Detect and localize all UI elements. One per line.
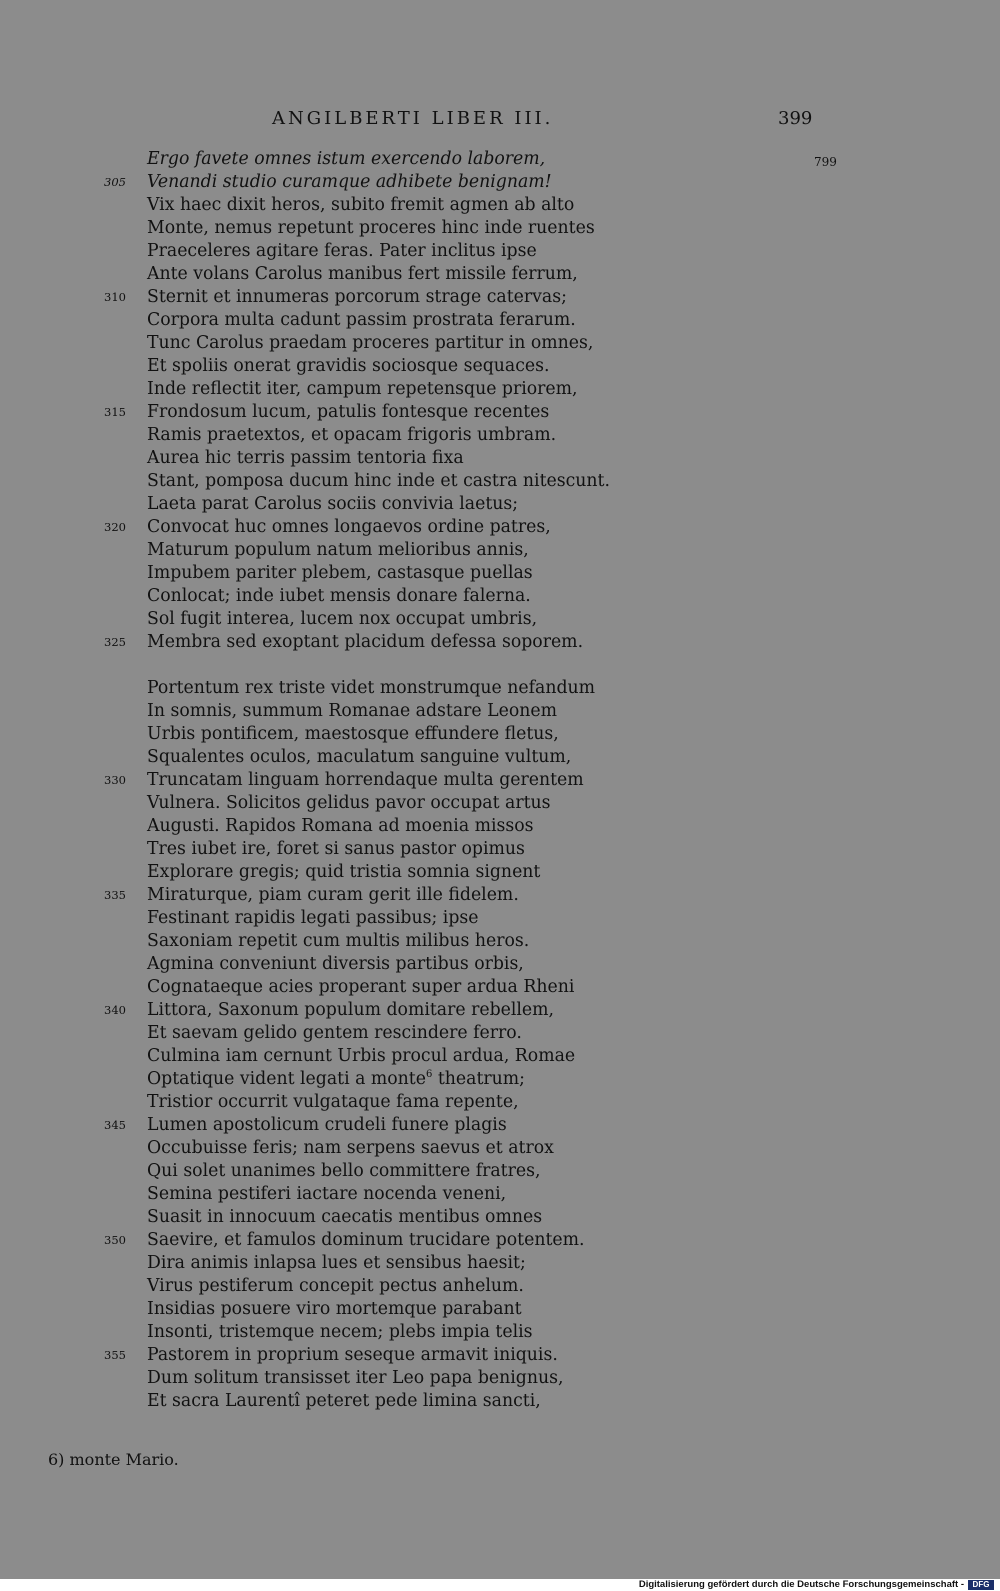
verse-text-main: Pastorem in proprium seseque armavit iniquis. <box>147 1345 558 1365</box>
credit-bar <box>0 1579 1000 1591</box>
verse-text-main: Membra sed exoptant placidum defessa soporem. <box>147 632 584 652</box>
verse-text-main: Sol fugit interea, lucem nox occupat umbris, <box>147 609 538 629</box>
verse-text-main: Explorare gregis; quid tristia somnia signent <box>147 862 541 882</box>
verse-text-after: theatrum; <box>432 1069 526 1089</box>
stanza <box>0 148 1000 654</box>
verse-text <box>147 1298 522 1321</box>
verse-text <box>147 1068 525 1091</box>
verse-text <box>147 447 464 470</box>
verse-text <box>147 332 593 355</box>
verse-line <box>0 447 1000 470</box>
verse-line <box>0 1183 1000 1206</box>
line-number: 345 <box>104 1118 126 1132</box>
verse-line <box>0 1229 1000 1252</box>
verse-text-main: Maturum populum natum melioribus annis, <box>147 540 529 560</box>
margin-year: 799 <box>814 155 837 169</box>
verse-line <box>0 1206 1000 1229</box>
verse-text <box>147 516 551 539</box>
verse-text <box>147 194 574 217</box>
verse-line <box>0 378 1000 401</box>
verse-text <box>147 631 583 654</box>
verse-line <box>0 309 1000 332</box>
verse-text <box>147 769 584 792</box>
verse-line <box>0 194 1000 217</box>
running-title: ANGILBERTI LIBER III. <box>272 108 554 129</box>
verse-text <box>147 1137 554 1160</box>
verse-line <box>0 1344 1000 1367</box>
verse-text-main: Laeta parat Carolus sociis convivia laetus; <box>147 494 519 514</box>
verse-text-main: Agmina conveniunt diversis partibus orbis, <box>147 954 524 974</box>
verse-text <box>147 861 540 884</box>
verse-text <box>147 838 525 861</box>
line-number: 355 <box>104 1348 126 1362</box>
verse-text <box>147 1183 506 1206</box>
verse-text-main: Tunc Carolus praedam proceres partitur in omnes, <box>147 333 594 353</box>
verse-line <box>0 1114 1000 1137</box>
line-number: 305 <box>104 175 126 189</box>
verse-text-main: Convocat huc omnes longaevos ordine patres, <box>147 517 551 537</box>
verse-text <box>147 1367 564 1390</box>
verse-line <box>0 217 1000 240</box>
verse-line <box>0 746 1000 769</box>
verse-text-main: Frondosum lucum, patulis fontesque recentes <box>147 402 550 422</box>
verse-text <box>147 1160 540 1183</box>
verse-text <box>147 424 556 447</box>
verse-text-main: Vix haec dixit heros, subito fremit agmen ab alto <box>147 195 575 215</box>
verse-text-main: Et sacra Laurentî peteret pede limina sancti, <box>147 1391 541 1411</box>
verse-text-main: Venandi studio curamque adhibete benignam! <box>147 172 552 192</box>
verse-text <box>147 1114 507 1137</box>
verse-text <box>147 1344 558 1367</box>
verse-text <box>147 1252 526 1275</box>
verse-text-main: Ramis praetextos, et opacam frigoris umbram. <box>147 425 557 445</box>
verse-line <box>0 240 1000 263</box>
verse-text-main: Corpora multa cadunt passim prostrata ferarum. <box>147 310 576 330</box>
verse-text <box>147 746 571 769</box>
verse-line <box>0 677 1000 700</box>
verse-text <box>147 493 518 516</box>
verse-text-main: Saevire, et famulos dominum trucidare potentem. <box>147 1230 585 1250</box>
verse-text <box>147 171 552 194</box>
verse-text <box>147 723 559 746</box>
verse-text-main: Lumen apostolicum crudeli funere plagis <box>147 1115 507 1135</box>
verse-text-main: Occubuisse feris; nam serpens saevus et atrox <box>147 1138 554 1158</box>
verse-line <box>0 585 1000 608</box>
verse-text-main: Virus pestiferum concepit pectus anhelum. <box>147 1276 524 1296</box>
verse-line <box>0 1045 1000 1068</box>
verse-line <box>0 562 1000 585</box>
verse-text <box>147 677 595 700</box>
verse-text-main: Insidias posuere viro mortemque parabant <box>147 1299 522 1319</box>
verse-text-main: Augusti. Rapidos Romana ad moenia missos <box>147 816 534 836</box>
verse-text <box>147 792 551 815</box>
verse-line <box>0 769 1000 792</box>
verse-line <box>0 976 1000 999</box>
verse-text <box>147 1091 519 1114</box>
verse-text-main: Portentum rex triste videt monstrumque nefandum <box>147 678 596 698</box>
verse-line <box>0 355 1000 378</box>
verse-text-main: Truncatam linguam horrendaque multa gerentem <box>147 770 584 790</box>
verse-text <box>147 1321 533 1344</box>
verse-line <box>0 401 1000 424</box>
verse-text-main: Suasit in innocuum caecatis mentibus omnes <box>147 1207 543 1227</box>
line-number: 315 <box>104 405 126 419</box>
verse-text <box>147 240 537 263</box>
verse-line <box>0 1390 1000 1413</box>
line-number: 335 <box>104 888 126 902</box>
verse-text-main: Monte, nemus repetunt proceres hinc inde ruentes <box>147 218 595 238</box>
verse-text <box>147 470 610 493</box>
verse-line <box>0 286 1000 309</box>
verse-text-main: Ergo favete omnes istum exercendo laborem, <box>147 149 546 169</box>
verse-text-main: Aurea hic terris passim tentoria fixa <box>147 448 464 468</box>
footnote-marker: 6 <box>425 1069 433 1081</box>
verse-text-main: Inde reflectit iter, campum repetensque priorem, <box>147 379 578 399</box>
verse-line <box>0 608 1000 631</box>
line-number: 320 <box>104 520 126 534</box>
verse-line <box>0 884 1000 907</box>
verse-text <box>147 585 531 608</box>
verse-line <box>0 171 1000 194</box>
verse-text-main: Insonti, tristemque necem; plebs impia telis <box>147 1322 533 1342</box>
verse-text-main: Tres iubet ire, foret si sanus pastor opimus <box>147 839 525 859</box>
verse-line <box>0 1321 1000 1344</box>
verse-text <box>147 401 549 424</box>
verse-text-main: Praeceleres agitare feras. Pater inclitus ipse <box>147 241 537 261</box>
verse-text-main: Et saevam gelido gentem rescindere ferro. <box>147 1023 522 1043</box>
line-number: 310 <box>104 290 126 304</box>
verse-text-main: Urbis pontificem, maestosque effundere fletus, <box>147 724 559 744</box>
verse-text-main: Squalentes oculos, maculatum sanguine vultum, <box>147 747 572 767</box>
verse-line <box>0 999 1000 1022</box>
verse-text-main: Optatique vident legati a monte <box>147 1069 426 1089</box>
verse-text <box>147 1045 575 1068</box>
verse-text <box>147 907 479 930</box>
verse-line <box>0 1068 1000 1091</box>
verse-text <box>147 815 534 838</box>
verse-text <box>147 309 576 332</box>
verse-text-main: Ante volans Carolus manibus fert missile ferrum, <box>147 264 578 284</box>
verse-text-main: Dum solitum transisset iter Leo papa benignus, <box>147 1368 564 1388</box>
verse-line <box>0 1298 1000 1321</box>
verse-line <box>0 792 1000 815</box>
verse-text <box>147 976 574 999</box>
verse-text <box>147 1390 541 1413</box>
verse-text-main: Saxoniam repetit cum multis milibus heros. <box>147 931 530 951</box>
verse-line <box>0 1367 1000 1390</box>
verse-text <box>147 148 545 171</box>
verse-line <box>0 930 1000 953</box>
line-number: 325 <box>104 635 126 649</box>
verse-line <box>0 953 1000 976</box>
verse-text <box>147 1229 585 1252</box>
credit-text: Digitalisierung gefördert durch die Deutsche Forschungsgemeinschaft - <box>638 1579 964 1590</box>
verse-line <box>0 470 1000 493</box>
verse-line <box>0 838 1000 861</box>
verse-text <box>147 1022 522 1045</box>
verse-text-main: Qui solet unanimes bello committere fratres, <box>147 1161 541 1181</box>
verse-text <box>147 562 533 585</box>
verse-text <box>147 608 537 631</box>
verse-line <box>0 263 1000 286</box>
verse-text <box>147 263 578 286</box>
line-number: 330 <box>104 773 126 787</box>
verse-line <box>0 907 1000 930</box>
stanza <box>0 677 1000 1413</box>
verse-line <box>0 493 1000 516</box>
verse-text-main: Culmina iam cernunt Urbis procul ardua, Romae <box>147 1046 576 1066</box>
verse-text-main: Dira animis inlapsa lues et sensibus haesit; <box>147 1253 526 1273</box>
verse-text <box>147 355 549 378</box>
verse-line <box>0 424 1000 447</box>
verse-text-main: Stant, pomposa ducum hinc inde et castra nitescunt. <box>147 471 610 491</box>
verse-text-main: Semina pestiferi iactare nocenda veneni, <box>147 1184 507 1204</box>
verse-line <box>0 631 1000 654</box>
verse-text-main: Festinant rapidis legati passibus; ipse <box>147 908 479 928</box>
verse-line <box>0 1091 1000 1114</box>
verse-text <box>147 378 578 401</box>
verse-line <box>0 1275 1000 1298</box>
verse-text <box>147 539 529 562</box>
verse-text-main: In somnis, summum Romanae adstare Leonem <box>147 701 557 721</box>
verse-line <box>0 1022 1000 1045</box>
verse-text <box>147 700 557 723</box>
page-number: 399 <box>778 108 813 129</box>
verse-line <box>0 723 1000 746</box>
verse-line <box>0 1137 1000 1160</box>
verse-line <box>0 815 1000 838</box>
poem-body <box>0 148 1000 1413</box>
verse-line <box>0 516 1000 539</box>
dfg-logo: DFG <box>968 1580 994 1590</box>
verse-line <box>0 539 1000 562</box>
verse-text-main: Cognataeque acies properant super ardua Rheni <box>147 977 575 997</box>
verse-text-main: Miraturque, piam curam gerit ille fidelem. <box>147 885 519 905</box>
verse-text-main: Tristior occurrit vulgataque fama repente, <box>147 1092 519 1112</box>
verse-line <box>0 1252 1000 1275</box>
line-number: 350 <box>104 1233 126 1247</box>
verse-text <box>147 884 519 907</box>
verse-text-main: Impubem pariter plebem, castasque puellas <box>147 563 533 583</box>
verse-text <box>147 953 524 976</box>
verse-line <box>0 332 1000 355</box>
verse-text <box>147 1206 542 1229</box>
verse-line <box>0 700 1000 723</box>
verse-text-main: Vulnera. Solicitos gelidus pavor occupat artus <box>147 793 551 813</box>
line-number: 340 <box>104 1003 126 1017</box>
verse-line <box>0 148 1000 171</box>
verse-text-main: Et spoliis onerat gravidis sociosque sequaces. <box>147 356 550 376</box>
verse-text <box>147 286 567 309</box>
footnote: 6) monte Mario. <box>48 1450 179 1469</box>
verse-line <box>0 1160 1000 1183</box>
verse-line <box>0 861 1000 884</box>
verse-text-main: Littora, Saxonum populum domitare rebellem, <box>147 1000 555 1020</box>
verse-text <box>147 217 595 240</box>
verse-text <box>147 1275 524 1298</box>
verse-text-main: Conlocat; inde iubet mensis donare falerna. <box>147 586 531 606</box>
verse-text-main: Sternit et innumeras porcorum strage catervas; <box>147 287 567 307</box>
verse-text <box>147 930 529 953</box>
verse-text <box>147 999 554 1022</box>
